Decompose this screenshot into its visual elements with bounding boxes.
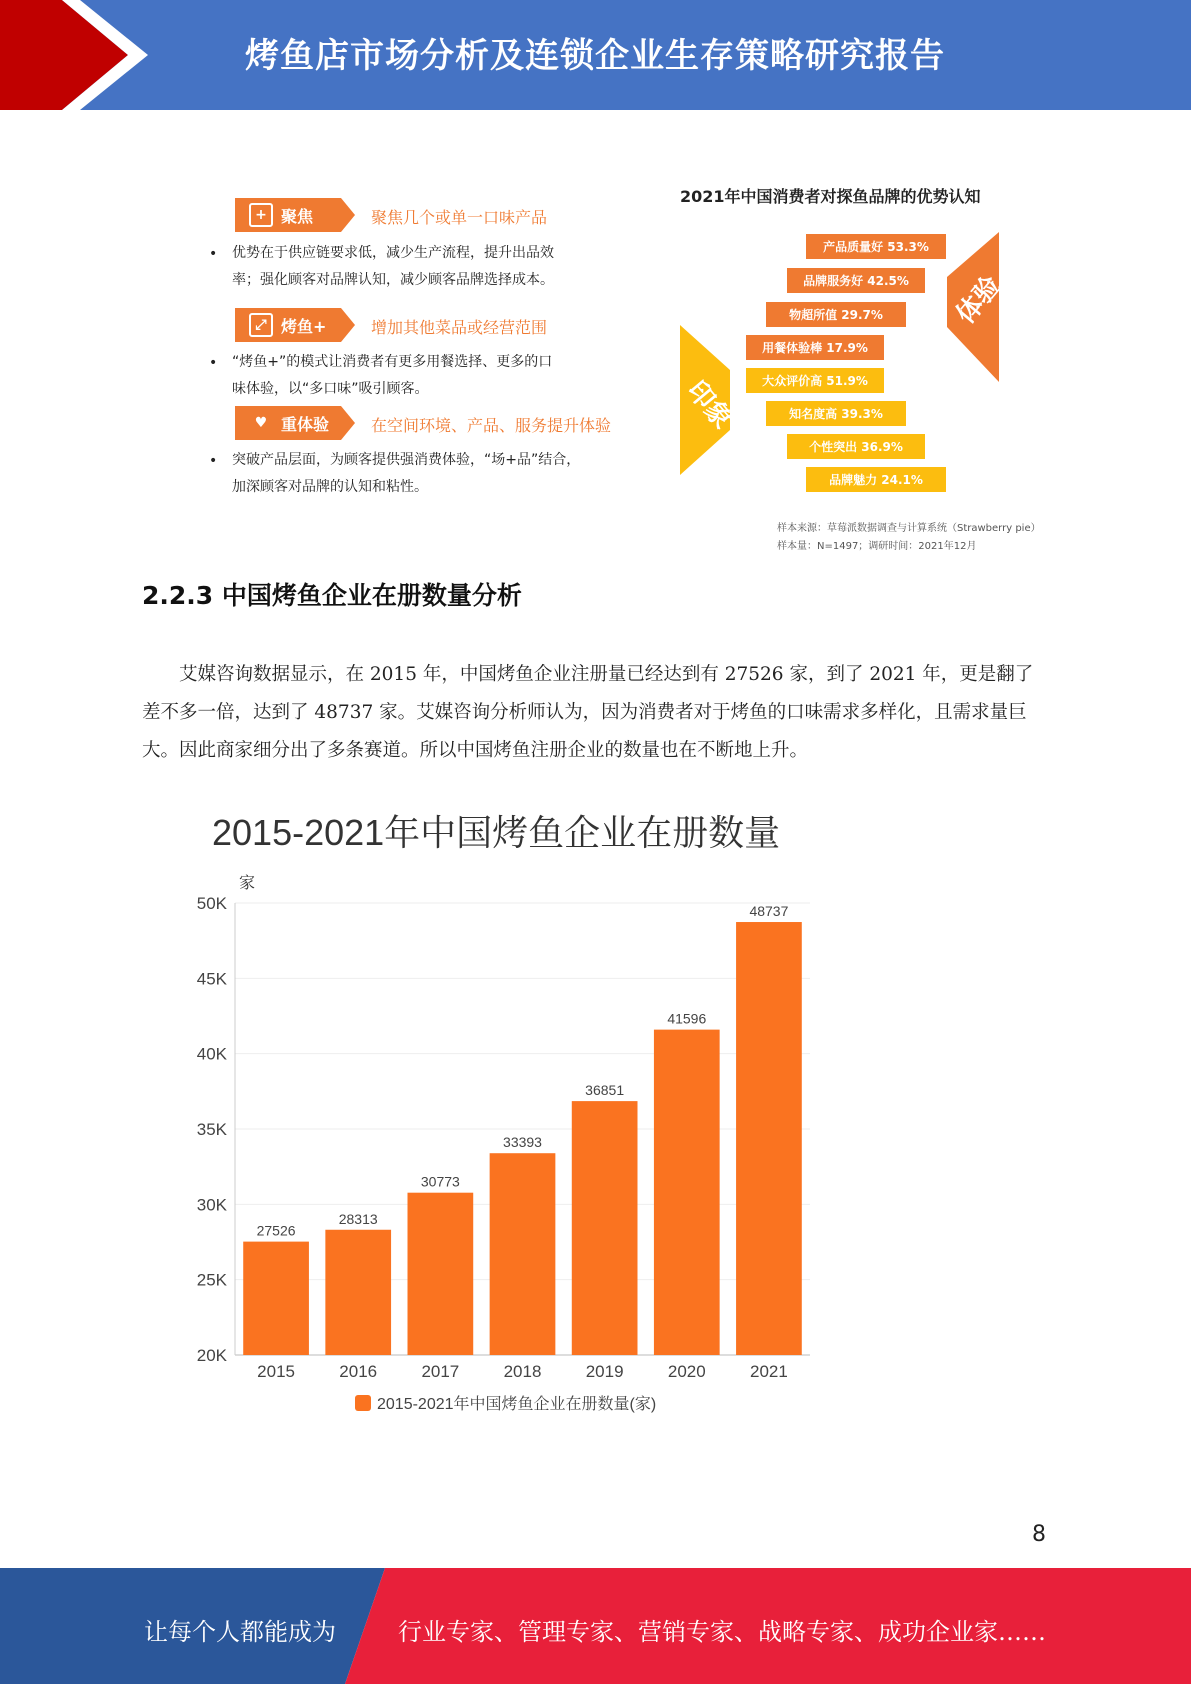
experience-item: 物超所值 29.7% [766, 302, 906, 327]
tag-focus [235, 198, 341, 232]
bar [325, 1230, 391, 1355]
x-tick-label: 2018 [503, 1362, 542, 1381]
bullet-line: 味体验，以“多口味”吸引顾客。 [232, 381, 429, 397]
y-tick-label: 25K [196, 1270, 227, 1290]
focus-icon: + [249, 203, 273, 227]
y-axis-unit: 家 [239, 875, 256, 892]
y-tick-label: 35K [196, 1120, 227, 1139]
bullet-line: “烤鱼+”的模式让消费者有更多用餐选择、更多的口 [232, 354, 553, 370]
bar-value-label: 28313 [338, 1210, 378, 1227]
registered-enterprises-chart [180, 805, 840, 1420]
bar [736, 922, 802, 1355]
impression-item: 知名度高 39.3% [766, 401, 906, 426]
bar-value-label: 33393 [503, 1134, 542, 1151]
bar-value-label: 27526 [256, 1222, 296, 1239]
source-note: 样本来源：草莓派数据调查与计算系统（Strawberry pie） [777, 523, 1041, 534]
bar-value-label: 48737 [749, 903, 789, 920]
heart-icon: ♥ [254, 415, 268, 431]
impression-item: 个性突出 36.9% [787, 434, 925, 459]
section-heading: 2.2.3 中国烤鱼企业在册数量分析 [142, 581, 522, 610]
infographic-title: 2021年中国消费者对探鱼品牌的优势认知 [680, 187, 981, 206]
legend-swatch [355, 1395, 371, 1411]
y-tick-label: 40K [196, 1044, 227, 1064]
footer-slogan-left: 让每个人都能成为 [144, 1618, 336, 1646]
bullet: • [209, 246, 218, 262]
bullet-line: 突破产品层面，为顾客提供强消费体验，“场+品”结合， [232, 452, 581, 468]
bar [490, 1153, 556, 1355]
bullet-line: 优势在于供应链要求低，减少生产流程，提升出品效 [232, 245, 554, 261]
bar [408, 1193, 474, 1355]
tag-description: 聚焦几个或单一口味产品 [371, 208, 548, 227]
bullet-line: 加深顾客对品牌的认知和粘性。 [232, 479, 428, 495]
tag-roast-fish-plus [235, 308, 341, 342]
bar-value-label: 30773 [420, 1173, 460, 1190]
chart-canvas [180, 805, 840, 1420]
experience-label: 体验 [950, 270, 1008, 330]
experience-item: 品牌服务好 42.5% [787, 268, 925, 293]
legend-label: 2015-2021年中国烤鱼企业在册数量(家) [377, 1396, 657, 1413]
tag-arrow [341, 308, 355, 342]
bullet: • [209, 355, 218, 371]
body-paragraph: 艾媒咨询数据显示，在 2015 年，中国烤鱼企业注册量已经达到有 27526 家，到了 2021 年，更是翻了差不多一倍，达到了 48737 家。艾媒咨询分析师认为，因为消费者对于烤鱼的口味需求多样化，且需求量巨大。因此商家细分出了多条赛道。所以中国烤鱼注册企业的数量也在不断地上升。 [142, 664, 1034, 761]
bar-value-label: 36851 [585, 1082, 625, 1099]
x-tick-label: 2021 [750, 1362, 788, 1381]
y-tick-label: 45K [196, 969, 227, 989]
footer-slogan-right: 行业专家、管理专家、营销专家、战略专家、成功企业家…… [398, 1618, 1046, 1646]
bar [572, 1101, 638, 1355]
x-tick-label: 2019 [585, 1362, 624, 1381]
x-tick-label: 2015 [257, 1362, 295, 1381]
bullet-line: 率；强化顾客对品牌认知，减少顾客品牌选择成本。 [232, 272, 554, 288]
bar [243, 1242, 309, 1355]
page-footer [0, 1568, 1191, 1684]
x-tick-label: 2020 [667, 1362, 706, 1381]
y-tick-label: 50K [196, 894, 227, 913]
tag-arrow [341, 406, 355, 440]
page-header [0, 0, 1191, 110]
header-arrow-icon [0, 0, 200, 110]
y-tick-label: 20K [196, 1346, 227, 1365]
brand-infographic [195, 180, 1075, 560]
bar [654, 1030, 720, 1355]
chart-title: 2015-2021年中国烤鱼企业在册数量 [212, 812, 781, 853]
tag-label: 重体验 [281, 414, 330, 434]
experience-item: 用餐体验棒 17.9% [746, 335, 884, 360]
tag-heavy-experience [235, 406, 341, 440]
tag-description: 在空间环境、产品、服务提升体验 [371, 416, 612, 435]
report-title: 烤鱼店市场分析及连锁企业生存策略研究报告 [245, 36, 945, 76]
tag-label: 聚焦 [281, 206, 314, 226]
experience-item: 产品质量好 53.3% [806, 234, 946, 259]
tag-arrow [341, 198, 355, 232]
impression-label: 印象 [680, 375, 738, 435]
x-tick-label: 2016 [339, 1362, 378, 1381]
sample-note: 样本量：N=1497；调研时间：2021年12月 [777, 541, 977, 552]
y-tick-label: 30K [196, 1195, 227, 1215]
impression-item: 大众评价高 51.9% [746, 368, 884, 393]
expand-icon: ⤢ [249, 313, 273, 337]
x-tick-label: 2017 [421, 1362, 460, 1381]
tag-description: 增加其他菜品或经营范围 [371, 318, 548, 337]
impression-item: 品牌魅力 24.1% [806, 467, 946, 492]
bar-value-label: 41596 [667, 1010, 707, 1027]
page-number: 8 [1032, 1522, 1046, 1547]
bullet: • [209, 453, 218, 469]
tag-label: 烤鱼+ [281, 316, 327, 336]
